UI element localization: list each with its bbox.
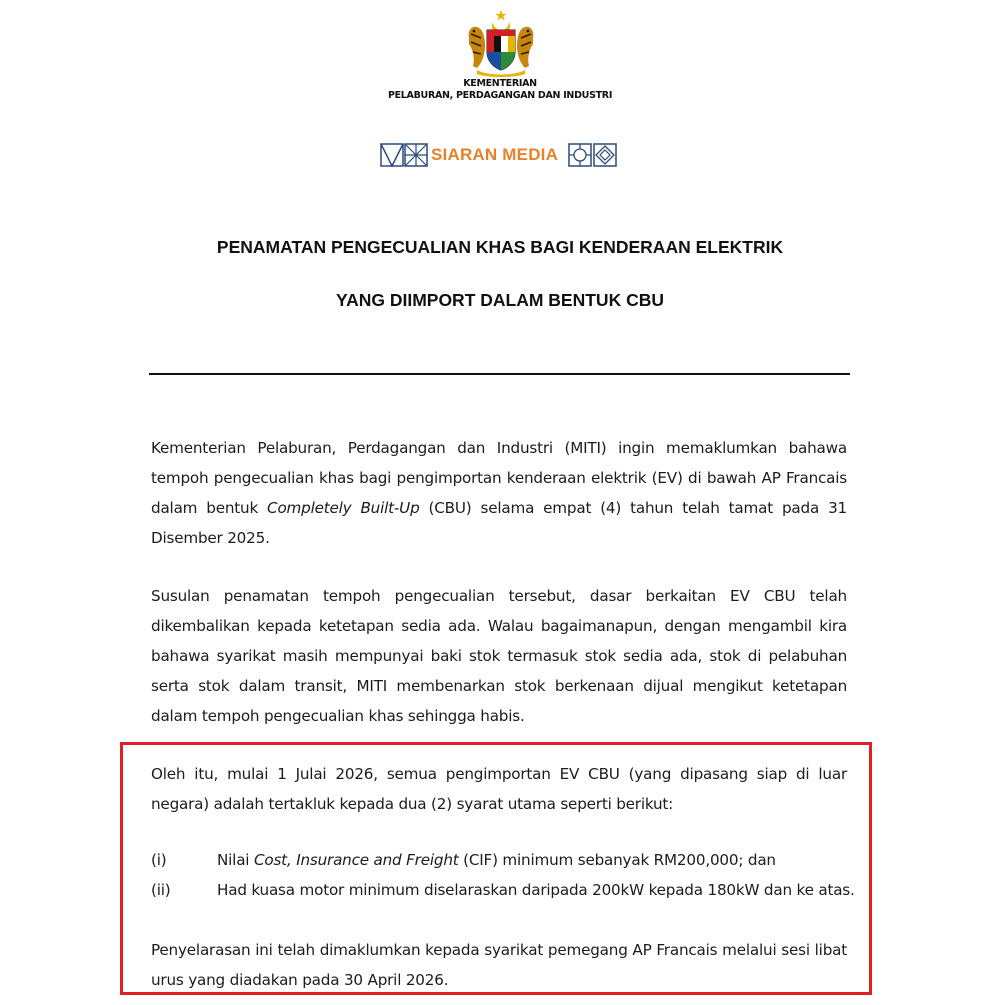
document-title-line2: YANG DIIMPORT DALAM BENTUK CBU: [336, 290, 664, 310]
document-title-line1: PENAMATAN PENGECUALIAN KHAS BAGI KENDERAAN ELEKTRIK: [216, 237, 784, 257]
list-item-italic: Cost, Insurance and Freight: [253, 851, 459, 869]
list-item: [151, 875, 855, 905]
ministry-name-line2: PELABURAN, PERDAGANGAN DAN INDUSTRI: [387, 90, 613, 101]
paragraph-1: [151, 433, 847, 553]
paragraph-2: Susulan penamatan tempoh pengecualian tersebut, dasar berkaitan EV CBU telah dikembalikan kepada ketetapan sedia ada. Walau bagaimanapun, dengan mengambil kira bahawa syarikat masih mempunyai baki stok termasuk stok sedia ada, stok di pelabuhan serta stok dalam transit, MITI membenarkan stok berkenaan dijual mengikut ketetapan dalam tempoh pengecualian khas sehingga habis.: [151, 587, 847, 725]
list-marker: (i): [151, 851, 167, 869]
list-item-text-a: Nilai: [217, 851, 254, 869]
list-item-text-a: Had kuasa motor minimum diselaraskan daripada 200kW kepada 180kW dan ke atas.: [217, 881, 855, 899]
geometric-motif-icon: [568, 143, 618, 169]
paragraph-1-text-a: Kementerian Pelaburan, Perdagangan dan Industri (MITI) ingin memaklumkan bahawa tempoh pengecualian khas bagi pengimportan kenderaan elektrik (EV) di bawah AP Francais dalam bentuk: [151, 439, 847, 517]
list-item: [151, 845, 851, 875]
list-marker: (ii): [151, 881, 171, 899]
paragraph-4: Penyelarasan ini telah dimaklumkan kepada syarikat pemegang AP Francais melalui sesi libat urus yang diadakan pada 30 April 2026.: [151, 941, 847, 989]
title-divider: [149, 373, 850, 375]
ministry-name-line1: KEMENTERIAN: [463, 78, 537, 89]
paragraph-1-text-b: (CBU) selama empat (4) tahun telah tamat pada 31 Disember 2025.: [151, 499, 847, 547]
paragraph-1-italic: Completely Built-Up: [267, 499, 420, 517]
media-release-label: SIARAN MEDIA: [431, 145, 559, 164]
malaysia-coat-of-arms-icon: [463, 8, 539, 78]
geometric-motif-icon: [380, 143, 428, 169]
list-item-text-b: (CIF) minimum sebanyak RM200,000; dan: [458, 851, 776, 869]
paragraph-3: Oleh itu, mulai 1 Julai 2026, semua pengimportan EV CBU (yang dipasang siap di luar negara) adalah tertakluk kepada dua (2) syarat utama seperti berikut:: [151, 765, 847, 813]
